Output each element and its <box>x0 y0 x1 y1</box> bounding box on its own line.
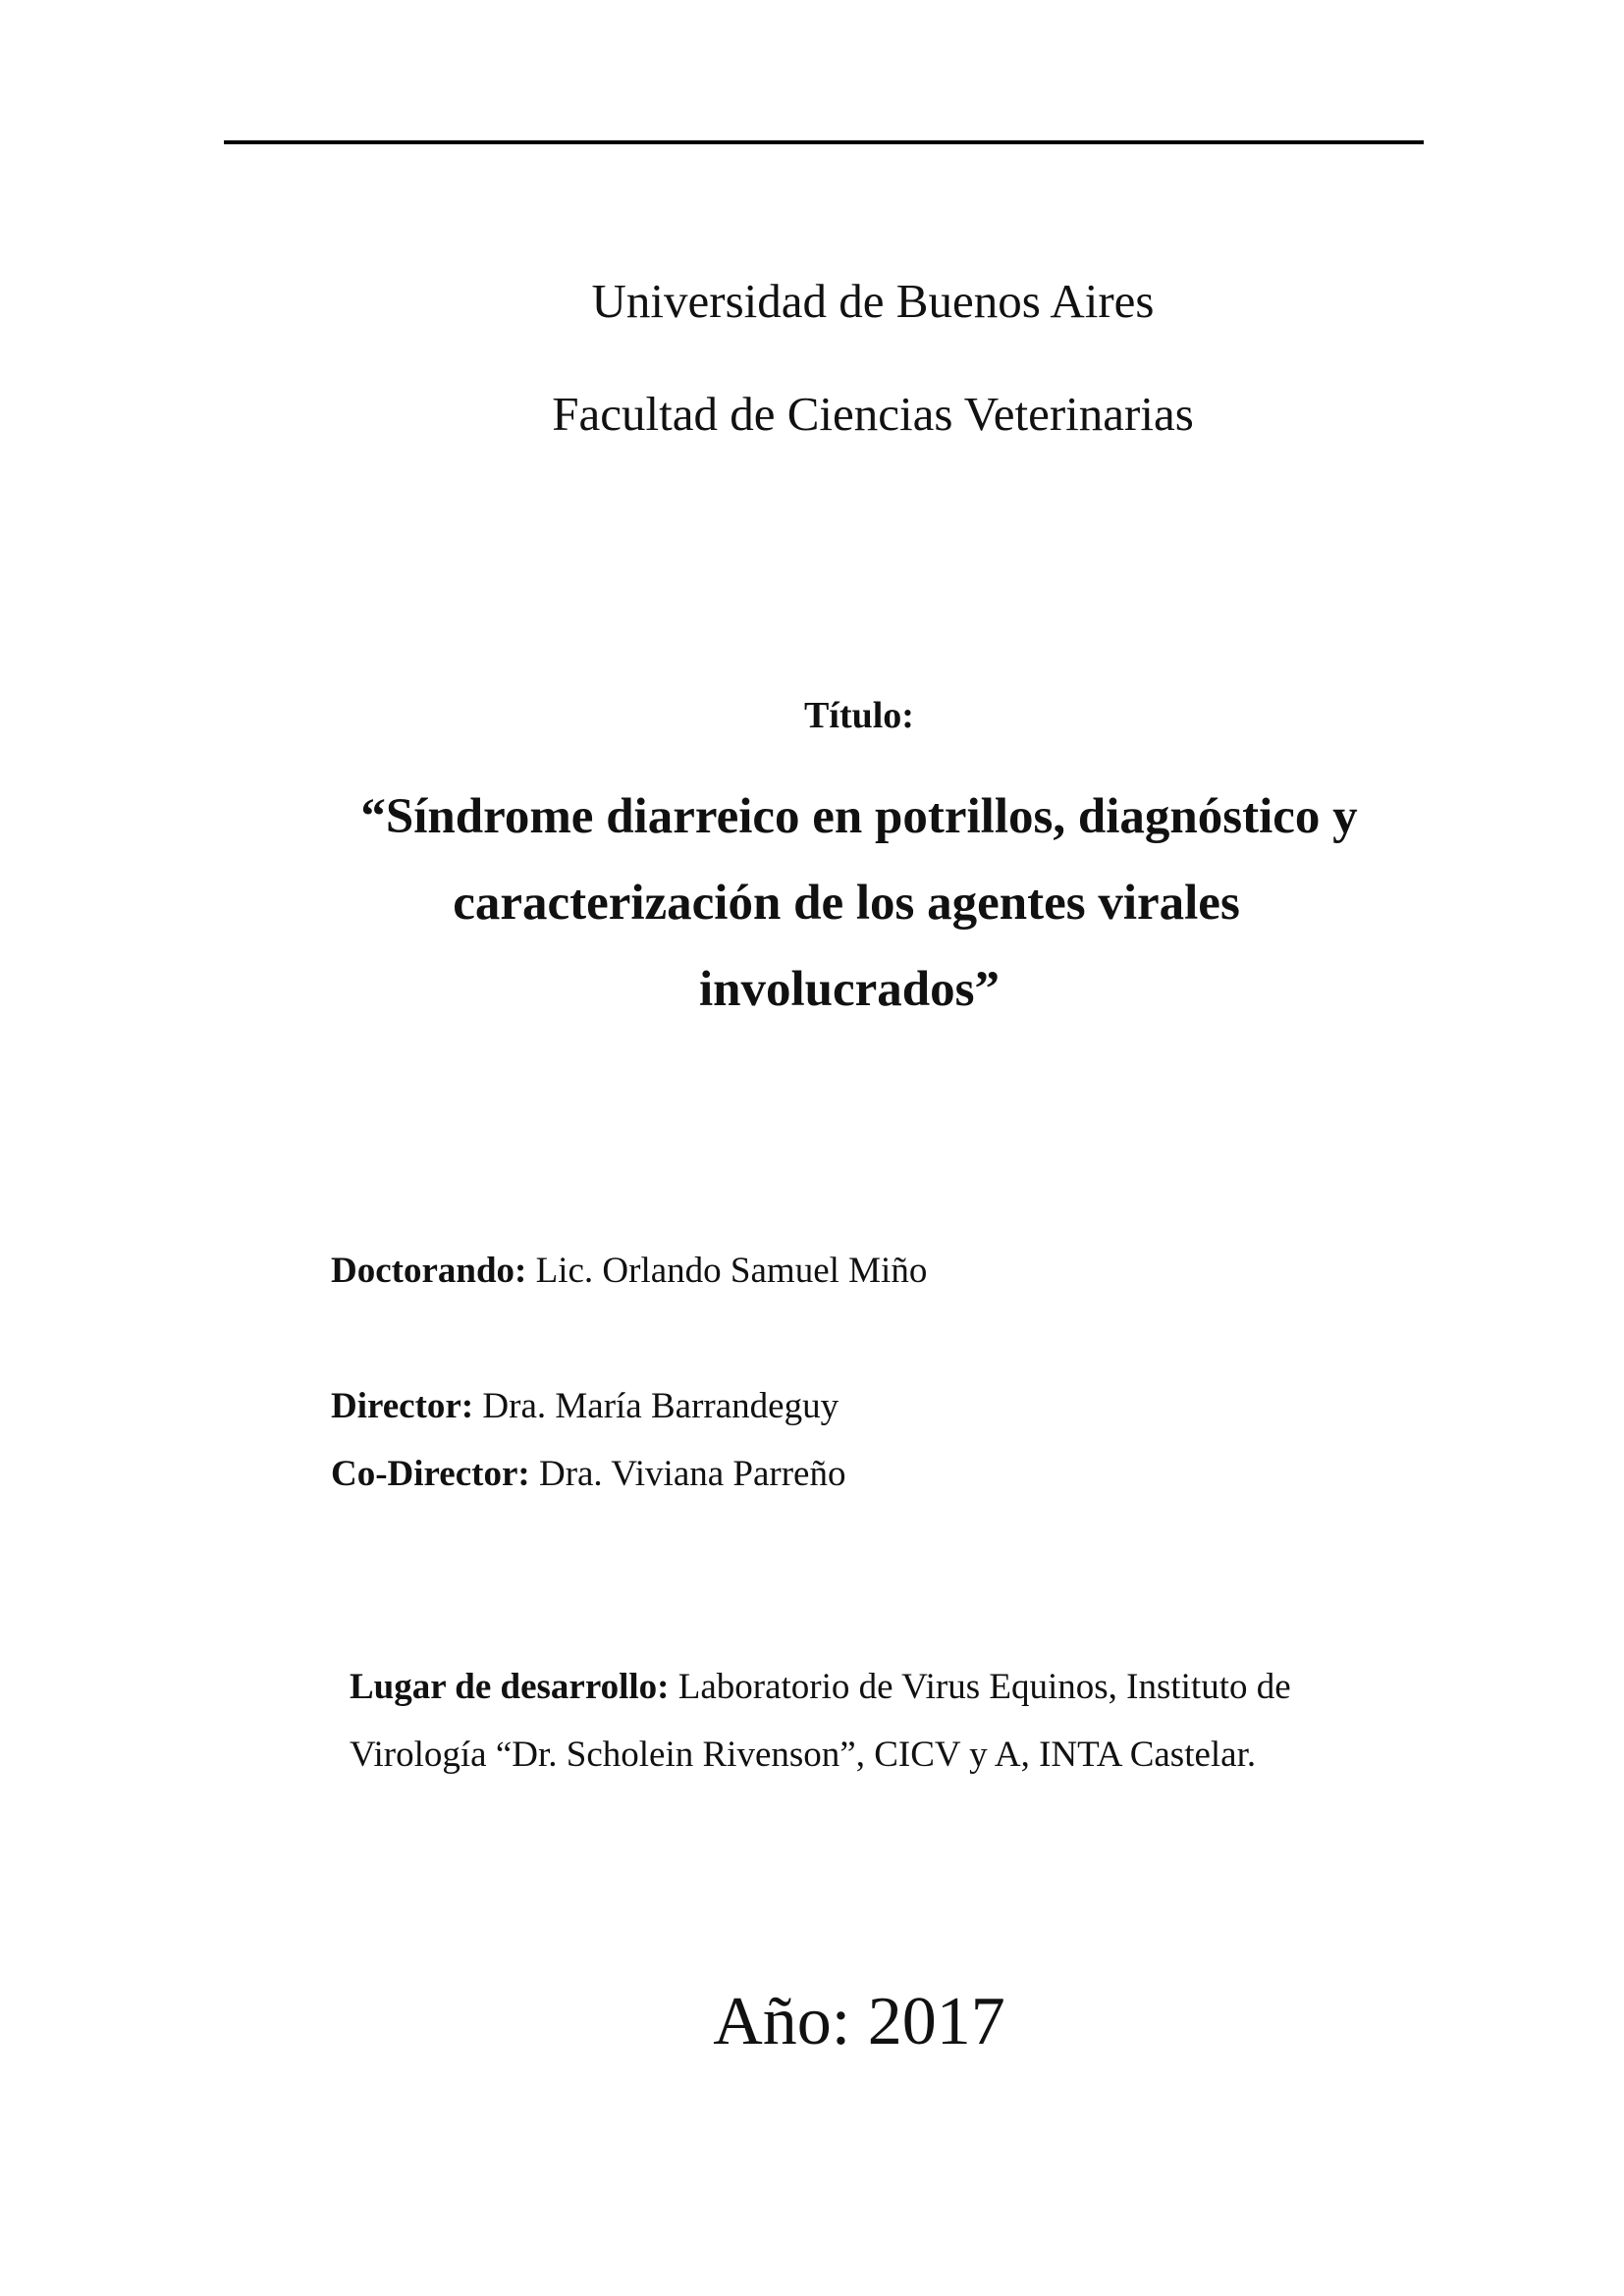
doctorando-label: Doctorando: <box>331 1251 527 1291</box>
title-label: Título: <box>804 695 914 736</box>
codirector-value: Dra. Viviana Parreño <box>529 1454 846 1494</box>
place-value: Laboratorio de Virus Equinos, Instituto de Virología “Dr. Scholein Rivenson”, CICV y A, INTA Castelar. <box>350 1667 1291 1775</box>
director-line <box>331 1385 839 1427</box>
codirector-label: Co-Director: <box>331 1454 530 1494</box>
faculty-name: Facultad de Ciencias Veterinarias <box>552 387 1194 441</box>
place-of-development <box>350 1653 1410 1789</box>
thesis-title-line-1: “Síndrome diarreico en potrillos, diagnóstico y <box>360 789 1358 844</box>
thesis-title-line-2: caracterización de los agentes virales <box>453 876 1240 931</box>
director-value: Dra. María Barrandeguy <box>473 1386 839 1426</box>
thesis-title-line-3: involucrados” <box>698 962 1001 1017</box>
director-label: Director: <box>331 1386 474 1426</box>
place-label: Lugar de desarrollo: <box>350 1667 670 1707</box>
doctorando-line <box>331 1250 927 1292</box>
top-horizontal-rule <box>224 140 1424 144</box>
codirector-line <box>331 1453 845 1495</box>
year-line: Año: 2017 <box>713 1984 1005 2059</box>
university-name: Universidad de Buenos Aires <box>591 274 1155 328</box>
thesis-title <box>295 774 1424 1033</box>
doctorando-value: Lic. Orlando Samuel Miño <box>526 1251 928 1291</box>
